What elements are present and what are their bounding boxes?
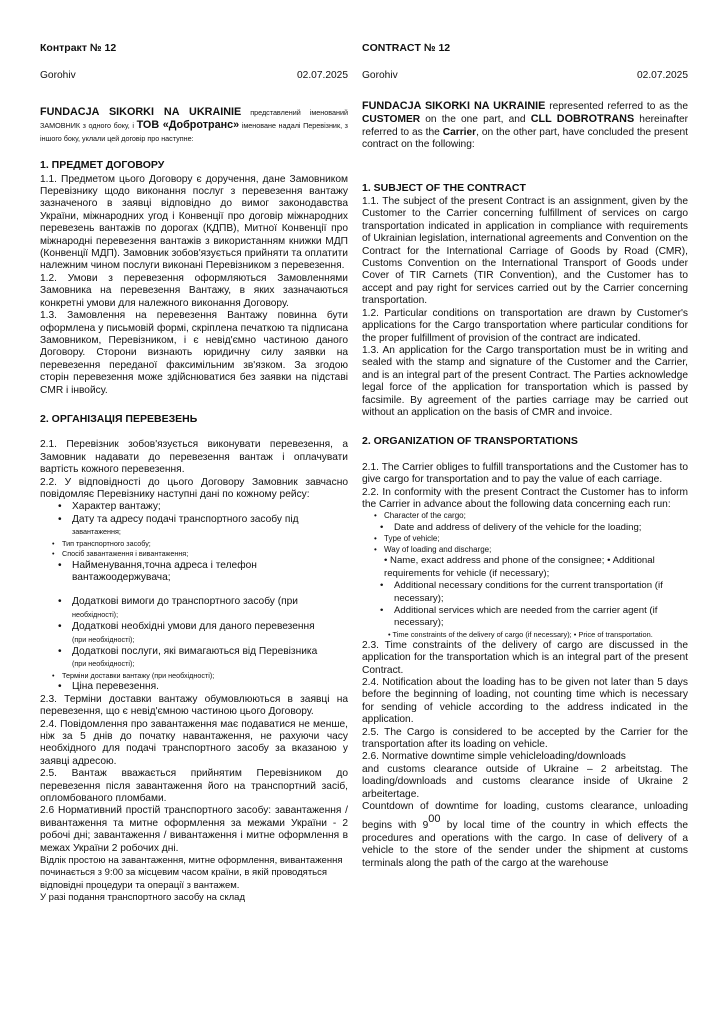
clause-2-7-en: Countdown of downtime for loading, customs clearance, unloading begins with 900 by local time of the country in which effects the procedures and operations with the cargo. In case of delivery of a vehicle to the store of the sender under the shipment at customs terminals along the path of the cargo at the warehouse xyxy=(362,801,688,869)
superscript-00: 00 xyxy=(428,813,441,826)
list-item: • Way of loading and discharge; xyxy=(362,545,688,556)
run-data-list-en-2 xyxy=(362,580,688,630)
clause-2-8-uk: У разі подання транспортного засобу на склад xyxy=(40,892,245,904)
section-1-title-en: 1. SUBJECT OF THE CONTRACT xyxy=(362,181,526,194)
clause-2-1-en: 2.1. The Carrier obliges to fulfill transportations and the Customer has to give cargo for transportation and to pay the value of each carriage. xyxy=(362,461,688,486)
list-item: • Additional necessary conditions for the current transportation (if necessary); xyxy=(362,580,688,605)
run-data-list-en xyxy=(362,511,688,555)
clause-1-2-uk: 1.2. Умови з перевезення оформляються Замовленнями Замовника на перевезення Вантажу, в яких зазначаються конкретні умови для належного виконання Договору. xyxy=(40,272,348,309)
party-a-en: FUNDACJA SIKORKI NA UKRAINIE xyxy=(362,100,546,112)
contract-title-en: CONTRACT № 12 xyxy=(362,42,451,54)
party-a-uk: FUNDACJA SIKORKI NA UKRAINIE xyxy=(40,106,242,118)
section-2-title-en: 2. ORGANIZATION OF TRANSPORTATIONS xyxy=(362,435,578,448)
clause-2-4-uk: 2.4. Повідомлення про завантаження має подаватися не менше, ніж за 5 днів до початку навантаження, не рахуючи часу необхідного для подачі транспортного засобу за вказаною у заявці адресою. xyxy=(40,718,348,767)
list-item: • Time constraints of the delivery of cargo (if necessary); • Price of transportation. xyxy=(388,629,653,639)
clause-2-3-uk: 2.3. Терміни доставки вантажу обумовлюються в заявці на перевезення, що є невід'ємною частиною цього Договору. xyxy=(40,693,348,718)
city-en: Gorohiv xyxy=(362,70,398,81)
list-item: • Character of the cargo; xyxy=(362,511,688,522)
party-a-tail-uk: представлений іменований ЗАМОВНИК з одного боку, і xyxy=(40,108,348,131)
list-item: • Додаткові вимоги до транспортного засобу (при необхідності); xyxy=(40,596,348,621)
clause-2-1-uk: 2.1. Перевізник зобов'язується виконувати перевезення, а Замовник надавати до перевезення вантаж і оплачувати вартість кожного перевезення. xyxy=(40,439,348,476)
city-uk: Gorohiv xyxy=(40,70,76,81)
run-data-list-uk xyxy=(40,501,348,693)
list-item: • Date and address of delivery of the vehicle for the loading; xyxy=(362,522,688,534)
clause-2-6b-en: and customs clearance outside of Ukraine – 2 arbeitstag. The loading/downloads and customs clearance inside of Ukraine 2 arbeitertage. xyxy=(362,763,688,800)
parties-paragraph-en: FUNDACJA SIKORKI NA UKRAINIE represented referred to as the CUSTOMER on the one part, and CLL DOBROTRANS hereinafter referred to as the Carrier, on the other part, have concluded the present contract on the following: xyxy=(362,100,689,151)
meta-row-uk xyxy=(40,70,348,84)
ukrainian-column xyxy=(40,42,348,905)
list-item: • Спосіб завантаження і вивантаження; xyxy=(40,549,348,560)
clause-2-2-uk: 2.2. У відповідності до цього Договору Замовник завчасно повідомляє Перевізнику наступні дані по кожному рейсу: xyxy=(40,476,348,500)
date-uk: 02.07.2025 xyxy=(297,70,348,81)
list-item: • Type of vehicle; xyxy=(362,534,688,545)
parties-paragraph-uk xyxy=(40,106,348,145)
clause-2-6a-en: 2.6. Normative downtime simple vehicleloading/downloads xyxy=(362,751,626,763)
list-item: • Найменування,точна адреса і телефон вантажоодержувача; xyxy=(40,560,348,585)
clause-2-3-en: 2.3. Time constraints of the delivery of cargo are discussed in the application for the transportation which is an integral part of the present Contract. xyxy=(362,639,688,676)
section-1-title-uk: 1. ПРЕДМЕТ ДОГОВОРУ xyxy=(40,159,165,172)
section-2-title-uk: 2. ОРГАНІЗАЦІЯ ПЕРЕВЕЗЕНЬ xyxy=(40,412,198,425)
list-item: • Additional services which are needed from the carrier agent (if necessary); xyxy=(362,605,688,630)
list-item: • Додаткові необхідні умови для даного перевезення (при необхідності); xyxy=(40,621,348,646)
clause-1-1-uk: 1.1. Предметом цього Договору є доручення, дане Замовником Перевізнику щодо виконання послуг з перевезення вантажу зазначеного в заявці відповідно до вимог законодавства України, міжнародних угод і Конвенції про договір міжнародних перевезень вантажів по дорогах (КДПВ), Митної Конвенції про міжнародні перевезення вантажів з використанням книжки МДП (Конвенції МДП). Замовник зобов'язується прийняти та оплатити належним чином послуги виконані Перевізником з перевезення. xyxy=(40,173,348,272)
carrier-label: Carrier xyxy=(442,126,477,138)
clause-2-7-uk: Відлік простою на завантаження, митне оформлення, вивантаження починається з 9:00 за місцевим часом країни, в якій проводяться відповідні процедури та операції з вантажем. xyxy=(40,855,343,891)
list-item: • Характер вантажу; xyxy=(40,501,348,513)
clause-2-6-uk: 2.6 Нормативний простій транспортного засобу: завантаження / вивантаження та митне оформлення за межами України - 2 робочі дні; завантаження / вивантаження і митне оформлення в межах України 2 робочих дні. xyxy=(40,805,348,854)
list-item: • Ціна перевезення. xyxy=(40,681,348,693)
clause-2-5-uk: 2.5. Вантаж вважається прийнятим Перевізником до перевезення після завантаження його на транспортний засіб, опломбованого пломбами. xyxy=(40,768,348,804)
contract-title-uk: Контракт № 12 xyxy=(40,42,117,54)
party-b-uk: ТОВ «Добротранс» xyxy=(136,119,240,132)
clause-1-3-en: 1.3. An application for the Cargo transportation must be in writing and sealed with the stamp and signature of the Customer and the Carrier, and is an integral part of the present Contract. The Parties acknowledge legal force of the application for transportation which is passed by facsimile. By agreement of the parties carriage may be carried out without an application on the basis of CMR and invoice. xyxy=(362,344,688,418)
list-item: • Додаткові послуги, які вимагаються від Перевізника (при необхідності); xyxy=(40,646,348,671)
english-column xyxy=(362,42,688,870)
list-item: • Name, exact address and phone of the consignee; • Additional requirements for vehicle (if necessary); xyxy=(384,555,655,579)
clause-1-2-en: 1.2. Particular conditions on transportation are drawn by Customer's applications for the Cargo transportation where particular conditions for the proper fulfillment of provision of the contract are indicated. xyxy=(362,307,688,344)
list-item: • Тип транспортного засобу; xyxy=(40,539,348,550)
clause-2-5-en: 2.5. The Cargo is considered to be accepted by the Carrier for the transportation after its loading on vehicle. xyxy=(362,726,688,750)
clause-1-3-uk: 1.3. Замовлення на перевезення Вантажу повинна бути оформлена у письмовій формі, скріплена печаткою та підписана Замовником, Перевізником, і є невід'ємно частиною даного Договору. Сторони визнають юридичну силу заявки на перевезення переданої факсимільним зв'язком. За згодою сторін перевезення може здійснюватися без заявки на підставі CMR і інвойсу. xyxy=(40,310,348,396)
clause-2-4-en: 2.4. Notification about the loading has to be given not later than 5 days before the beginning of loading, not counting time which is necessary for sending of vehicle according to the address indicated in the application. xyxy=(362,676,688,726)
list-item: • Терміни доставки вантажу (при необхідності); xyxy=(40,671,348,682)
party-b-en: CLL DOBROTRANS xyxy=(530,113,635,126)
date-en: 02.07.2025 xyxy=(637,70,688,81)
meta-row-en xyxy=(362,70,688,84)
party-b-tail-uk: іменоване надалі Перевізник, з іншого боку, уклали цей договір про наступне: xyxy=(40,121,348,143)
clause-1-1-en: 1.1. The subject of the present Contract is an assignment, given by the Customer to the Carrier concerning fulfillment of services on cargo transportation indicated in application in compliance with requirements of Ukrainian legislation, international agreements and Convention on the Contract for the International Carriage of Goods by Road (CMR), Customs Convention on the International Transport of Goods under Cover of TIR Carnets (TIR Convention), and the Customer has to accept and pay right for services carried out by the Carrier concerning transportation. xyxy=(362,196,688,307)
clause-2-2-en: 2.2. In conformity with the present Contract the Customer has to inform the Carrier in advance about the following data concerning each run: xyxy=(362,486,688,510)
customer-label: CUSTOMER xyxy=(362,114,421,126)
list-item: • Дату та адресу подачі транспортного засобу під завантаження; xyxy=(40,514,348,539)
